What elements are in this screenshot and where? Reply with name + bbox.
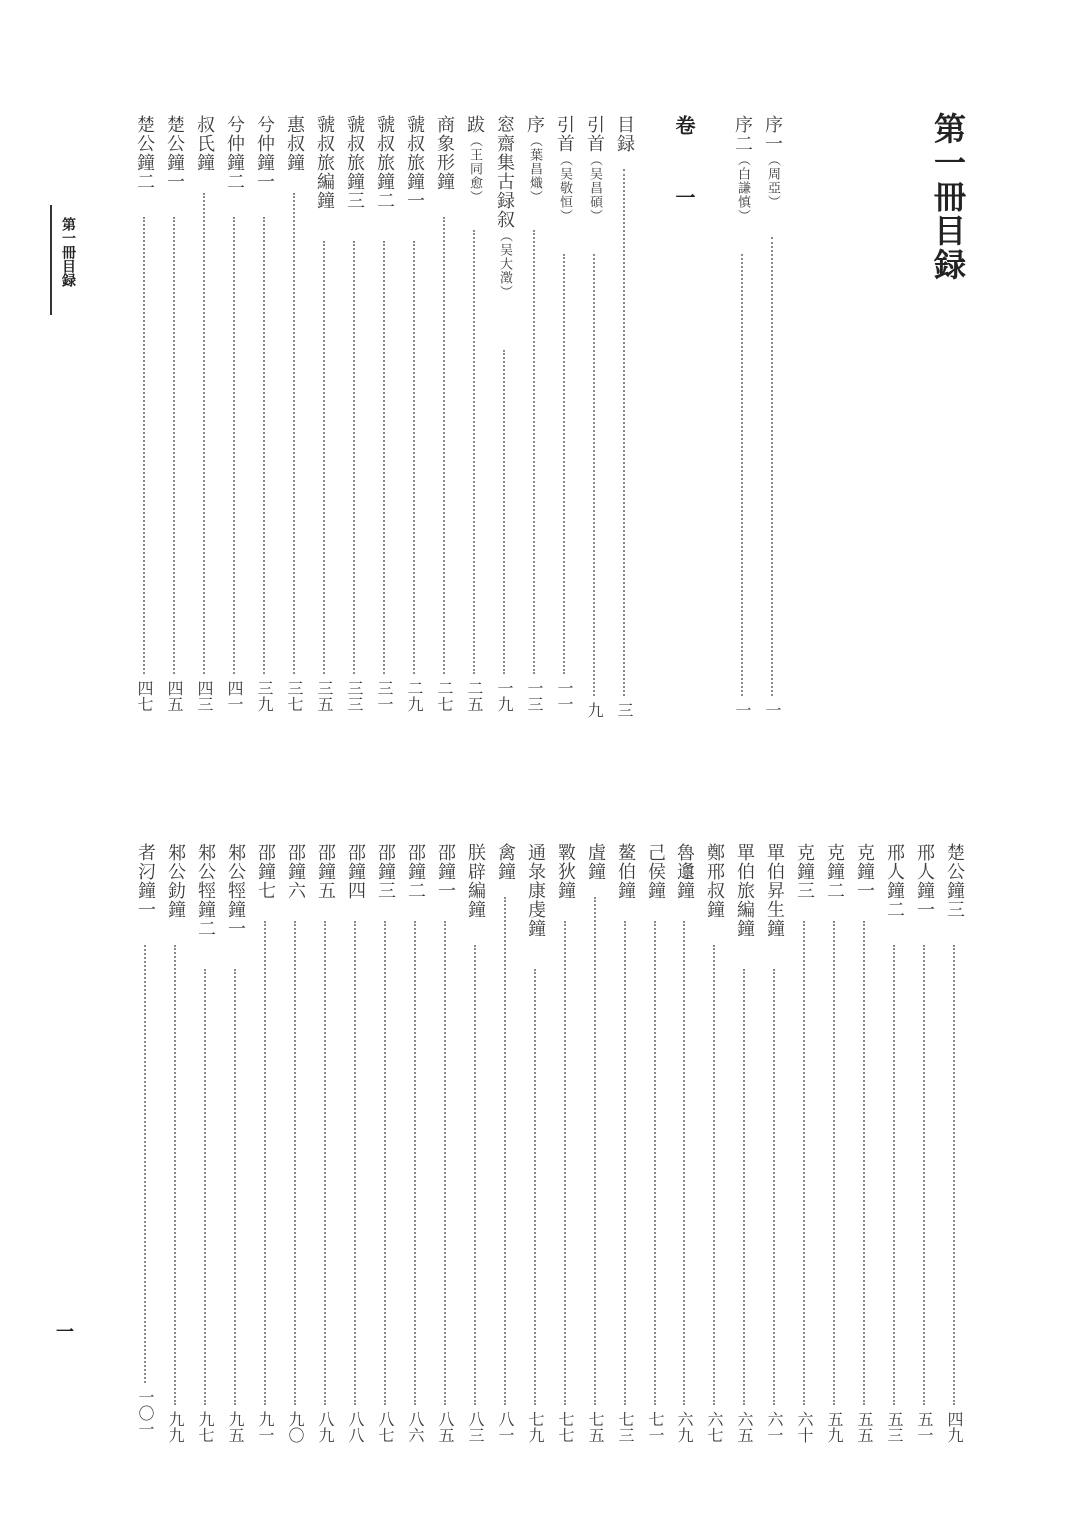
toc-entry-page: 三一 <box>375 680 394 712</box>
toc-entry-label <box>583 843 607 881</box>
toc-entry-label <box>882 843 906 919</box>
page-number: 一 <box>56 1322 74 1343</box>
toc-entry-label <box>193 843 217 938</box>
toc-entry[interactable] <box>433 843 457 1455</box>
toc-entry-title: 鄭邢叔鐘 <box>704 843 725 919</box>
toc-entry-label <box>942 843 966 919</box>
toc-entry[interactable] <box>492 115 516 724</box>
toc-entry-page: 四九 <box>945 1411 964 1443</box>
toc-entry-title: 兮仲鐘一 <box>254 115 275 191</box>
toc-entry-author: （吴敬恒） <box>557 153 572 223</box>
toc-entry-title: 魯邍鐘 <box>674 843 695 900</box>
toc-entry-page: 三七 <box>285 680 304 712</box>
toc-entry-title: 邵鐘七 <box>255 843 276 900</box>
toc-entry-page: 三九 <box>255 680 274 712</box>
toc-entry[interactable] <box>672 843 696 1455</box>
dot-leader <box>534 969 536 1405</box>
toc-entry[interactable] <box>702 843 726 1455</box>
toc-entry[interactable] <box>612 115 636 724</box>
toc-entry-page: 一一 <box>555 680 574 712</box>
toc-entry-title: 邵鐘二 <box>405 843 426 900</box>
toc-entry[interactable] <box>822 843 846 1455</box>
dot-leader <box>563 254 565 674</box>
toc-entry-label <box>253 843 277 900</box>
toc-entry-title: 克鐘三 <box>794 843 815 900</box>
toc-entry-page: 九五 <box>226 1411 245 1443</box>
toc-entry-title: 斁狄鐘 <box>555 843 576 900</box>
dot-leader <box>173 217 175 674</box>
toc-entry-page: 五五 <box>855 1411 874 1443</box>
toc-entry-page: 九九 <box>166 1411 185 1443</box>
toc-entry-label <box>192 115 216 172</box>
toc-entry-page: 四五 <box>165 680 184 712</box>
toc-entry[interactable] <box>373 843 397 1455</box>
dot-leader <box>623 169 625 696</box>
toc-entry-label <box>822 843 846 900</box>
toc-entry-page: 九一 <box>256 1411 275 1443</box>
toc-entry-author: （葉昌熾） <box>527 134 542 204</box>
toc-entry[interactable] <box>583 843 607 1455</box>
toc-entry[interactable] <box>283 843 307 1455</box>
toc-entry-title: 鳌伯鐘 <box>615 843 636 900</box>
toc-entry-page: 七九 <box>526 1411 545 1443</box>
dot-leader <box>893 945 895 1405</box>
toc-entry-title: 楚公鐘二 <box>134 115 155 191</box>
dot-leader <box>234 969 236 1405</box>
toc-entry[interactable] <box>253 843 277 1455</box>
toc-entry-title: 目録 <box>614 115 635 153</box>
dot-leader <box>323 241 325 674</box>
toc-entry-title: 通彔康虔鐘 <box>525 843 546 938</box>
toc-entry-label <box>223 843 247 938</box>
toc-entry-label <box>282 115 306 172</box>
toc-entry-title: 虢叔旅鐘三 <box>344 115 365 210</box>
toc-entry-page: 六一 <box>765 1411 784 1443</box>
toc-entry[interactable] <box>252 115 276 724</box>
toc-entry-page: 八六 <box>406 1411 425 1443</box>
dot-leader <box>263 217 265 674</box>
dot-leader <box>203 193 205 674</box>
toc-entry-page: 五九 <box>825 1411 844 1443</box>
toc-entry-label <box>222 115 246 191</box>
toc-entry-page: 八九 <box>316 1411 335 1443</box>
toc-entry[interactable] <box>372 115 396 724</box>
toc-entry[interactable] <box>730 115 754 724</box>
toc-entry[interactable] <box>432 115 456 724</box>
toc-entry[interactable] <box>493 843 517 1455</box>
dot-leader <box>713 945 715 1405</box>
toc-entry-page: 六十 <box>795 1411 814 1443</box>
toc-entry-page: 三五 <box>315 680 334 712</box>
toc-entry-title: 虢叔旅編鐘 <box>314 115 335 210</box>
toc-entry-label <box>433 843 457 900</box>
dot-leader <box>533 230 535 674</box>
toc-entry-title: 邾公釛鐘 <box>165 843 186 919</box>
toc-entry-label <box>252 115 276 191</box>
toc-entry-page: 六五 <box>735 1411 754 1443</box>
dot-leader <box>504 897 506 1405</box>
toc-entry-label <box>133 843 157 919</box>
toc-entry[interactable] <box>882 843 906 1455</box>
dot-leader <box>473 230 475 674</box>
toc-entry-title: 跋 <box>464 115 485 134</box>
toc-entry-page: 七一 <box>646 1411 665 1443</box>
toc-entry-author: （周亞） <box>765 153 780 209</box>
toc-entry-label <box>342 115 366 210</box>
dot-leader <box>564 921 566 1405</box>
toc-entry-title: 序二 <box>732 115 753 153</box>
toc-entry-page: 八八 <box>346 1411 365 1443</box>
toc-entry-label <box>343 843 367 900</box>
toc-entry-page: 二七 <box>435 680 454 712</box>
toc-entry-title: 楚公鐘一 <box>164 115 185 191</box>
dot-leader <box>803 921 805 1405</box>
dot-leader <box>233 217 235 674</box>
toc-entry-label <box>132 115 156 191</box>
toc-entry-page: 一 <box>763 702 782 718</box>
toc-entry-page: 二五 <box>465 680 484 712</box>
toc-entry-label <box>672 843 696 900</box>
toc-entry-title: 者汈鐘一 <box>135 843 156 919</box>
toc-entry-page: 七三 <box>616 1411 635 1443</box>
toc-entry[interactable] <box>942 843 966 1455</box>
toc-entry[interactable] <box>192 115 216 724</box>
dot-leader <box>741 254 743 696</box>
dot-leader <box>324 921 326 1405</box>
toc-entry[interactable] <box>613 843 637 1455</box>
toc-entry-label <box>912 843 936 919</box>
toc-entry-title: 序 <box>524 115 545 134</box>
toc-entry-label <box>372 115 396 210</box>
side-tab <box>50 205 84 315</box>
dot-leader <box>683 921 685 1405</box>
toc-entry[interactable] <box>343 843 367 1455</box>
dot-leader <box>144 945 146 1383</box>
toc-entry-label <box>162 115 186 191</box>
toc-entry-title: 邾公牼鐘一 <box>225 843 246 938</box>
toc-entry[interactable] <box>462 115 486 724</box>
toc-entry[interactable] <box>552 115 576 724</box>
toc-entry-label <box>462 115 486 204</box>
toc-entry-title: 邵鐘一 <box>435 843 456 900</box>
toc-entry[interactable] <box>163 843 187 1455</box>
toc-entry-author: （王同愈） <box>467 134 482 204</box>
toc-entry-title: 商象形鐘 <box>434 115 455 191</box>
toc-entry-title: 克鐘一 <box>854 843 875 900</box>
dot-leader <box>863 921 865 1405</box>
dot-leader <box>443 217 445 674</box>
toc-entry-label <box>402 115 426 210</box>
dot-leader <box>593 254 595 696</box>
toc-entry-author: （白謙慎） <box>735 153 750 223</box>
toc-entry[interactable] <box>852 843 876 1455</box>
toc-entry[interactable] <box>133 843 157 1455</box>
toc-entry[interactable] <box>402 115 426 724</box>
toc-entry-label <box>493 843 517 881</box>
toc-entry-title: 邵鐘四 <box>345 843 366 900</box>
toc-entry-label <box>403 843 427 900</box>
toc-entry[interactable] <box>312 115 336 724</box>
toc-entry-page: 七五 <box>586 1411 605 1443</box>
toc-entry-author: （吴昌碩） <box>587 153 602 223</box>
toc-entry-page: 一三 <box>525 680 544 712</box>
toc-entry[interactable] <box>222 115 246 724</box>
toc-entry-title: 叔氏鐘 <box>194 115 215 172</box>
dot-leader <box>771 237 773 696</box>
toc-entry-title: 邵鐘六 <box>285 843 306 900</box>
toc-entry-page: 九 <box>585 702 604 718</box>
toc-entry-title: 朕辟編鐘 <box>465 843 486 919</box>
toc-entry-label <box>463 843 487 919</box>
toc-entry-label <box>612 115 636 153</box>
toc-entry[interactable] <box>342 115 366 724</box>
dot-leader <box>383 241 385 674</box>
dot-leader <box>264 921 266 1405</box>
toc-entry[interactable] <box>223 843 247 1455</box>
toc-entry-label <box>613 843 637 900</box>
toc-entry[interactable] <box>522 115 546 724</box>
dot-leader <box>354 921 356 1405</box>
toc-entry-page: 一九 <box>495 680 514 712</box>
side-tab-label: 第一冊目録 <box>60 217 76 287</box>
toc-entry-page: 八三 <box>466 1411 485 1443</box>
toc-entry-title: 兮仲鐘二 <box>224 115 245 191</box>
dot-leader <box>444 921 446 1405</box>
toc-entry-author: （吴大澂） <box>497 229 512 299</box>
toc-entry-label <box>552 115 576 223</box>
dot-leader <box>353 241 355 674</box>
toc-entry-title: 虢叔旅鐘一 <box>404 115 425 210</box>
toc-entry-title: 邾公牼鐘二 <box>195 843 216 938</box>
toc-entry[interactable] <box>912 843 936 1455</box>
toc-entry-label <box>492 115 516 299</box>
toc-entry-page: 八七 <box>376 1411 395 1443</box>
toc-entry[interactable] <box>403 843 427 1455</box>
toc-entry-page: 六七 <box>705 1411 724 1443</box>
toc-entry[interactable] <box>463 843 487 1455</box>
dot-leader <box>414 921 416 1405</box>
toc-entry-page: 一 <box>733 702 752 718</box>
toc-entry[interactable] <box>132 115 156 724</box>
toc-entry-title: 單伯昇生鐘 <box>764 843 785 938</box>
toc-entry-label <box>163 843 187 919</box>
dot-leader <box>833 921 835 1405</box>
toc-entry-page: 三 <box>615 702 634 718</box>
toc-entry-page: 一〇一 <box>136 1389 155 1437</box>
toc-entry-title: 邵鐘三 <box>375 843 396 900</box>
toc-entry-label <box>732 843 756 938</box>
toc-entry-title: 引首 <box>554 115 575 153</box>
dot-leader <box>293 193 295 674</box>
page-title: 第一冊目録 <box>929 112 967 282</box>
toc-entry-page: 四七 <box>135 680 154 712</box>
toc-entry-page: 九〇 <box>286 1411 305 1443</box>
dot-leader <box>624 921 626 1405</box>
volume-heading-label: 卷 一 <box>672 115 696 221</box>
toc-entry[interactable] <box>523 843 547 1455</box>
toc-entry-label <box>792 843 816 900</box>
dot-leader <box>474 945 476 1405</box>
dot-leader <box>143 217 145 674</box>
toc-entry[interactable] <box>762 843 786 1455</box>
toc-entry-title: 單伯旅編鐘 <box>734 843 755 938</box>
toc-entry-title: 楚公鐘三 <box>944 843 965 919</box>
toc-entry-label <box>730 115 754 223</box>
toc-entry-label <box>643 843 667 900</box>
toc-entry[interactable] <box>760 115 784 724</box>
toc-entry-title: 邢人鐘一 <box>914 843 935 919</box>
dot-leader <box>594 897 596 1405</box>
toc-entry[interactable] <box>792 843 816 1455</box>
toc-entry-label <box>313 843 337 900</box>
toc-entry[interactable] <box>643 843 667 1455</box>
dot-leader <box>294 921 296 1405</box>
dot-leader <box>503 350 505 674</box>
dot-leader <box>174 945 176 1405</box>
toc-entry-label <box>522 115 546 204</box>
dot-leader <box>654 921 656 1405</box>
toc-entry[interactable] <box>282 115 306 724</box>
toc-entry-label <box>762 843 786 938</box>
dot-leader <box>384 921 386 1405</box>
toc-entry-page: 九七 <box>196 1411 215 1443</box>
toc-entry-label <box>760 115 784 209</box>
toc-entry-title: 引首 <box>584 115 605 153</box>
dot-leader <box>743 969 745 1405</box>
toc-entry-title: 克鐘二 <box>824 843 845 900</box>
toc-entry-page: 四一 <box>225 680 244 712</box>
dot-leader <box>204 969 206 1405</box>
dot-leader <box>773 969 775 1405</box>
toc-entry-page: 五一 <box>915 1411 934 1443</box>
toc-entry-title: 序一 <box>762 115 783 153</box>
toc-entry-title: 虢叔旅鐘二 <box>374 115 395 210</box>
toc-entry-label <box>553 843 577 900</box>
toc-entry[interactable] <box>732 843 756 1455</box>
toc-entry-label <box>432 115 456 191</box>
toc-entry-page: 六九 <box>675 1411 694 1443</box>
toc-entry[interactable] <box>553 843 577 1455</box>
dot-leader <box>923 945 925 1405</box>
toc-entry-page: 五三 <box>885 1411 904 1443</box>
toc-entry-title: 邢人鐘二 <box>884 843 905 919</box>
toc-entry-page: 八五 <box>436 1411 455 1443</box>
toc-entry-label <box>852 843 876 900</box>
toc-entry[interactable] <box>313 843 337 1455</box>
toc-entry-label <box>702 843 726 919</box>
dot-leader <box>953 945 955 1405</box>
toc-entry-page: 三三 <box>345 680 364 712</box>
toc-entry-title: 禽鐘 <box>495 843 516 881</box>
toc-entry-label <box>312 115 336 210</box>
dot-leader <box>413 241 415 674</box>
toc-entry-title: 虘鐘 <box>585 843 606 881</box>
volume-heading <box>672 115 696 221</box>
toc-entry[interactable] <box>582 115 606 724</box>
toc-entry-page: 七七 <box>556 1411 575 1443</box>
toc-entry-page: 四三 <box>195 680 214 712</box>
toc-entry-title: 己侯鐘 <box>645 843 666 900</box>
toc-entry[interactable] <box>193 843 217 1455</box>
toc-entry-label <box>373 843 397 900</box>
toc-entry-title: 惠叔鐘 <box>284 115 305 172</box>
toc-entry[interactable] <box>162 115 186 724</box>
toc-entry-label <box>582 115 606 223</box>
toc-entry-title: 窓齋集古録叙 <box>494 115 515 229</box>
toc-entry-label <box>283 843 307 900</box>
toc-entry-page: 二九 <box>405 680 424 712</box>
toc-entry-title: 邵鐘五 <box>315 843 336 900</box>
toc-entry-label <box>523 843 547 938</box>
toc-entry-page: 八一 <box>496 1411 515 1443</box>
